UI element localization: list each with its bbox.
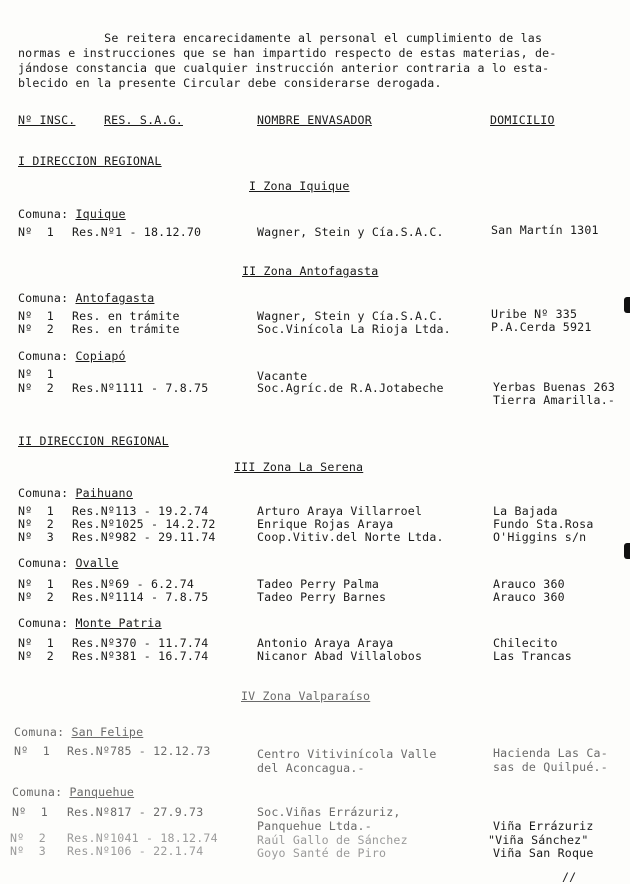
comuna-name: Monte Patria — [75, 616, 162, 630]
row-name: Coop.Vitiv.del Norte Ltda. — [257, 530, 444, 544]
comuna-name: Copiapó — [75, 349, 126, 363]
comuna-label: Comuna: San Felipe — [14, 725, 144, 739]
row-resolution: Res.Nº785 - 12.12.73 — [67, 744, 211, 758]
row-name: Arturo Araya Villarroel — [257, 504, 423, 518]
row-name: Vacante — [257, 369, 308, 383]
binding-mark — [624, 297, 630, 313]
row-number: Nº 2 — [18, 517, 54, 531]
row-address: Hacienda Las Ca- — [493, 746, 608, 760]
row-address: Arauco 360 — [493, 590, 565, 604]
row-number: Nº 1 — [18, 504, 54, 518]
comuna-label: Comuna: Iquique — [18, 207, 126, 221]
row-resolution: Res.Nº113 - 19.2.74 — [72, 504, 209, 518]
row-name: Goyo Santé de Piro — [257, 846, 387, 860]
row-resolution: Res.Nº1 - 18.12.70 — [72, 225, 202, 239]
row-name: Centro Vitivinícola Valle — [257, 747, 437, 761]
row-address: Viña San Roque — [493, 846, 594, 860]
row-number: Nº 2 — [18, 322, 54, 336]
comuna-label: Comuna: Paihuano — [18, 486, 133, 500]
row-name-cont: Panquehue Ltda.- — [257, 819, 372, 833]
row-address: San Martín 1301 — [491, 223, 599, 237]
comuna-label: Comuna: Antofagasta — [18, 291, 155, 305]
row-number: Nº 3 — [10, 844, 46, 858]
comuna-label: Comuna: Panquehue — [12, 785, 135, 799]
row-name: Wagner, Stein y Cía.S.A.C. — [257, 225, 444, 239]
region-heading: I DIRECCION REGIONAL — [18, 154, 162, 168]
row-resolution: Res. en trámite — [72, 322, 180, 336]
row-name: Antonio Araya Araya — [257, 636, 394, 650]
comuna-name: Panquehue — [69, 785, 135, 799]
row-number: Nº 1 — [18, 636, 54, 650]
row-address: La Bajada — [493, 504, 558, 518]
row-resolution: Res.Nº982 - 29.11.74 — [72, 530, 216, 544]
comuna-label: Comuna: Copiapó — [18, 349, 126, 363]
row-name: Soc.Vinícola La Rioja Ltda. — [257, 322, 451, 336]
row-name: Nicanor Abad Villalobos — [257, 649, 423, 663]
row-name: Wagner, Stein y Cía.S.A.C. — [257, 309, 444, 323]
row-address: "Viña Sánchez" — [488, 833, 589, 847]
row-name: Soc.Viñas Errázuriz, — [257, 805, 401, 819]
intro-line: blecido en la presente Circular debe considerarse derogada. — [18, 76, 442, 90]
header-nombre: NOMBRE ENVASADOR — [257, 113, 372, 127]
row-resolution: Res.Nº1025 - 14.2.72 — [72, 517, 216, 531]
binding-mark — [624, 543, 630, 559]
row-name: Tadeo Perry Barnes — [257, 590, 387, 604]
row-address-cont: Tierra Amarilla.- — [493, 393, 616, 407]
comuna-label: Comuna: Monte Patria — [18, 616, 162, 630]
row-resolution: Res.Nº69 - 6.2.74 — [72, 577, 195, 591]
row-address: O'Higgins s/n — [493, 530, 587, 544]
row-name: Enrique Rojas Araya — [257, 517, 394, 531]
row-address: Uribe Nº 335 — [491, 307, 578, 321]
row-resolution: Res.Nº381 - 16.7.74 — [72, 649, 209, 663]
row-resolution: Res.Nº1114 - 7.8.75 — [72, 590, 209, 604]
row-address: P.A.Cerda 5921 — [491, 320, 592, 334]
row-number: Nº 1 — [12, 805, 48, 819]
row-resolution: Res.Nº370 - 11.7.74 — [72, 636, 209, 650]
row-number: Nº 2 — [18, 381, 54, 395]
row-number: Nº 2 — [18, 649, 54, 663]
comuna-name: Antofagasta — [75, 291, 155, 305]
row-number: Nº 1 — [18, 309, 54, 323]
row-resolution: Res.Nº106 - 22.1.74 — [67, 844, 204, 858]
zone-heading: IV Zona Valparaíso — [241, 689, 371, 703]
row-resolution: Res.Nº1041 - 18.12.74 — [67, 831, 218, 845]
row-number: Nº 1 — [18, 367, 54, 381]
comuna-name: San Felipe — [71, 725, 144, 739]
row-resolution: Res. en trámite — [72, 309, 180, 323]
row-address: Yerbas Buenas 263 — [493, 380, 616, 394]
zone-heading: III Zona La Serena — [234, 460, 364, 474]
comuna-label: Comuna: Ovalle — [18, 556, 119, 570]
row-resolution: Res.Nº1111 - 7.8.75 — [72, 381, 209, 395]
row-address: Viña Errázuriz — [493, 819, 594, 833]
comuna-name: Paihuano — [75, 486, 133, 500]
intro-line: Se reitera encarecidamente al personal el cumplimiento de las — [18, 31, 543, 45]
row-name: Raúl Gallo de Sánchez — [257, 833, 408, 847]
row-number: Nº 1 — [18, 577, 54, 591]
region-heading: II DIRECCION REGIONAL — [18, 434, 169, 448]
zone-heading: II Zona Antofagasta — [242, 264, 379, 278]
row-address: Las Trancas — [493, 649, 572, 663]
comuna-name: Iquique — [75, 207, 126, 221]
header-domicilio: DOMICILIO — [490, 113, 555, 127]
row-resolution: Res.Nº817 - 27.9.73 — [67, 805, 204, 819]
row-number: Nº 1 — [18, 225, 54, 239]
row-number: Nº 3 — [18, 530, 54, 544]
row-address-cont: sas de Quilpué.- — [493, 760, 608, 774]
row-name-cont: del Aconcagua.- — [257, 761, 365, 775]
intro-line: jándose constancia que cualquier instrucción anterior contraria a lo esta- — [18, 61, 550, 75]
row-address: Fundo Sta.Rosa — [493, 517, 594, 531]
comuna-name: Ovalle — [75, 556, 119, 570]
row-number: Nº 1 — [14, 744, 50, 758]
intro-line: normas e instrucciones que se han impartido respecto de estas materias, de- — [18, 46, 557, 60]
row-name: Tadeo Perry Palma — [257, 577, 380, 591]
header-insc: Nº INSC. — [18, 113, 76, 127]
page-mark: // — [562, 870, 577, 884]
row-address: Chilecito — [493, 636, 558, 650]
row-number: Nº 2 — [18, 590, 54, 604]
row-name: Soc.Agríc.de R.A.Jotabeche — [257, 381, 444, 395]
header-res: RES. S.A.G. — [104, 113, 183, 127]
intro-paragraph — [18, 32, 618, 92]
zone-heading: I Zona Iquique — [249, 179, 350, 193]
row-address: Arauco 360 — [493, 577, 565, 591]
row-number: Nº 2 — [10, 831, 46, 845]
